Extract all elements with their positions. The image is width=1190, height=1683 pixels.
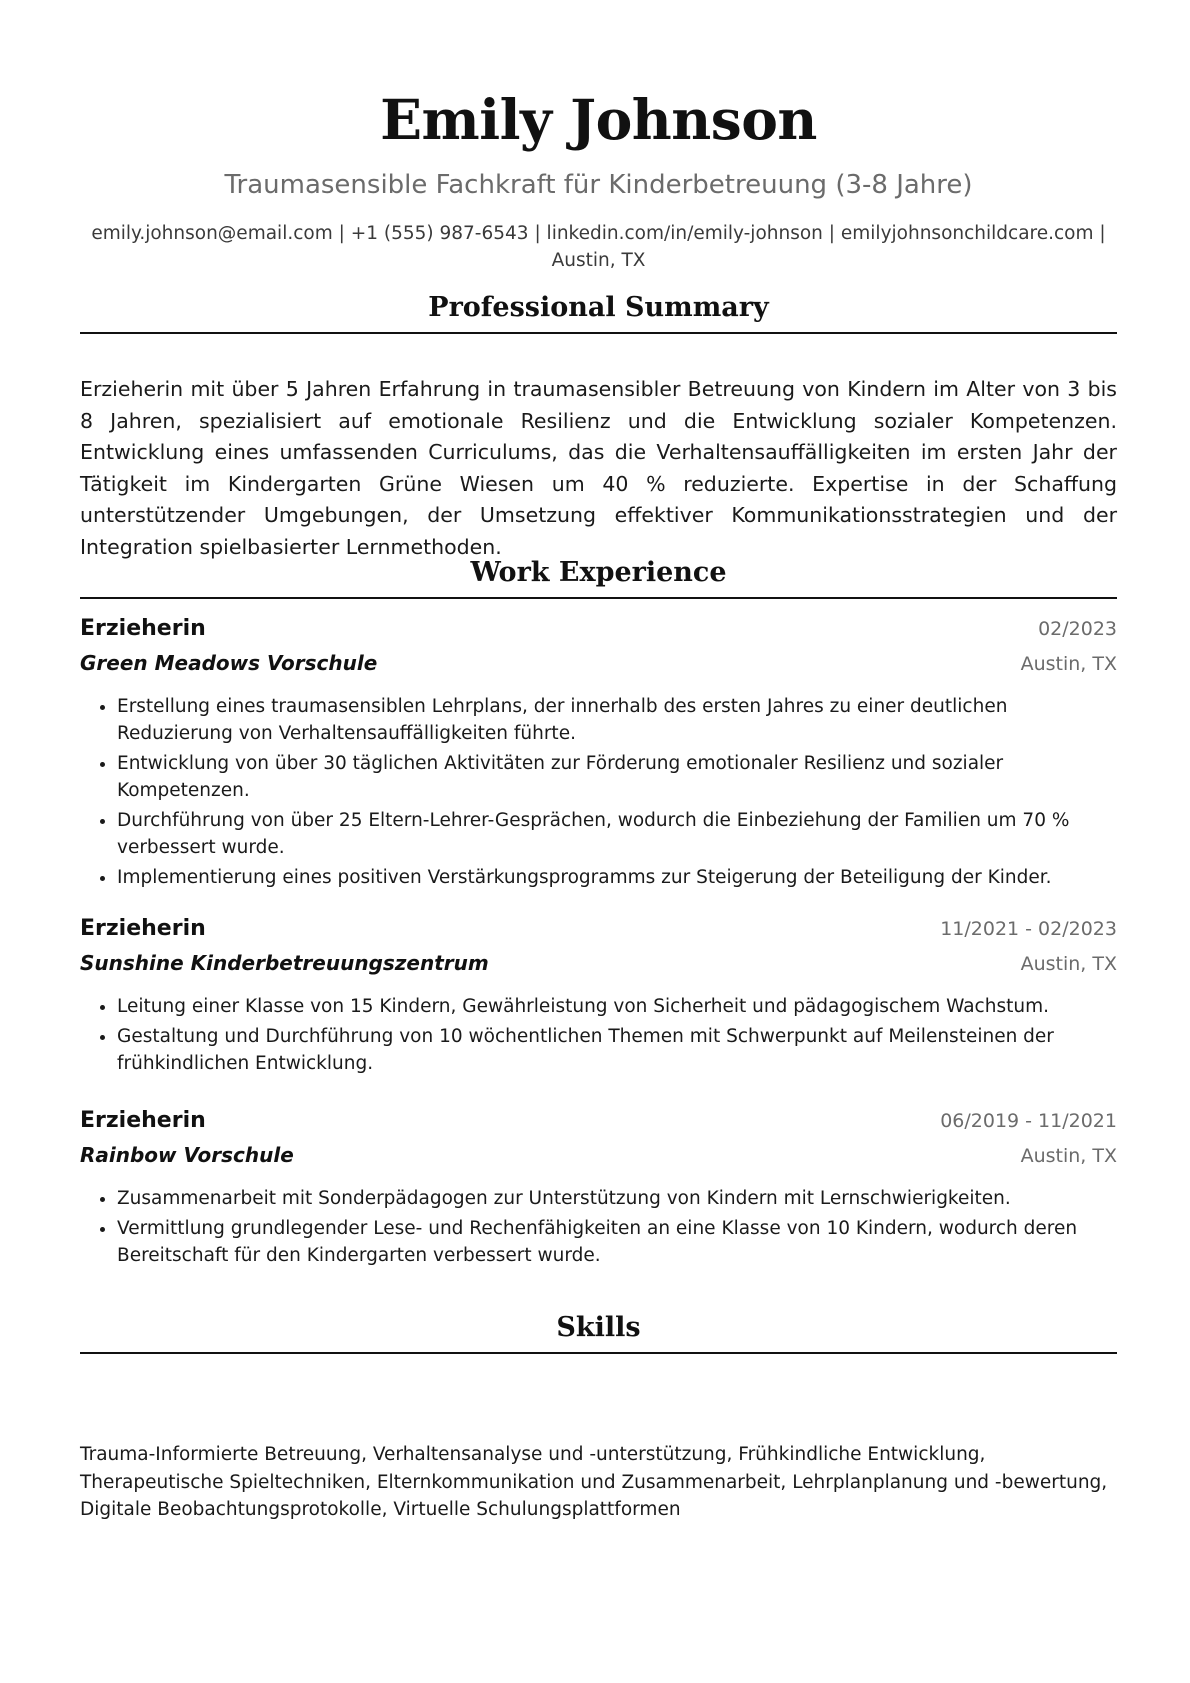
candidate-headline: Traumasensible Fachkraft für Kinderbetreuung (3-8 Jahre)	[224, 170, 973, 200]
job-bullet: • Gestaltung und Durchführung von 10 wöchentlichen Themen mit Schwerpunkt auf Meilensteinen der frühkindlichen Entwicklung.	[117, 1023, 1117, 1077]
summary-text: Erzieherin mit über 5 Jahren Erfahrung in traumasensibler Betreuung von Kindern im Alter von 3 bis 8 Jahren, spezialisiert auf emotionale Resilienz und die Entwicklung sozialer Kompetenzen. Entwicklung eines umfassenden Curriculums, das die Verhaltensauffälligkeiten im ersten Jahr der Tätigkeit im Kindergarten Grüne Wiesen um 40 % reduzierte. Expertise in der Schaffung unterstützender Umgebungen, der Umsetzung effektiver Kommunikationsstrategien und der Integration spielbasierter Lernmethoden.	[80, 377, 1117, 559]
job-title: Erzieherin	[80, 616, 206, 641]
job-company-row	[80, 646, 1117, 681]
job-header-row	[80, 612, 1117, 646]
job-company-row	[80, 946, 1117, 981]
job-bullet-list	[80, 1185, 1117, 1269]
job-company: Sunshine Kinderbetreuungszentrum	[80, 951, 489, 975]
job-company: Rainbow Vorschule	[80, 1143, 294, 1167]
job-bullet-list	[80, 693, 1117, 891]
job-title: Erzieherin	[80, 1108, 206, 1133]
job-bullet: • Leitung einer Klasse von 15 Kindern, Gewährleistung von Sicherheit und pädagogischem Wachstum.	[117, 993, 1117, 1020]
job-bullet-list	[80, 993, 1117, 1077]
job-date: 11/2021 - 02/2023	[940, 918, 1117, 940]
job-bullet: • Erstellung eines traumasensiblen Lehrplans, der innerhalb des ersten Jahres zu einer deutlichen Reduzierung von Verhaltensauffälligkeiten führte.	[117, 693, 1117, 747]
job-company: Green Meadows Vorschule	[80, 651, 378, 675]
job-date: 06/2019 - 11/2021	[940, 1110, 1117, 1132]
job-date: 02/2023	[1038, 618, 1117, 640]
section-title-experience: Work Experience	[80, 555, 1117, 599]
job-location: Austin, TX	[1020, 953, 1117, 975]
contact-line: emily.johnson@email.com | +1 (555) 987-6543 | linkedin.com/in/emily-johnson | emilyjohnsonchildcare.com | Austin, TX	[91, 223, 1106, 271]
job-bullet: • Implementierung eines positiven Verstärkungsprogramms zur Steigerung der Beteiligung der Kinder.	[117, 864, 1117, 891]
job-location: Austin, TX	[1020, 653, 1117, 675]
job-header-row	[80, 1104, 1117, 1138]
candidate-name: Emily Johnson	[380, 87, 817, 152]
job-bullet: • Vermittlung grundlegender Lese- und Rechenfähigkeiten an eine Klasse von 10 Kindern, wodurch deren Bereitschaft für den Kindergarten verbessert wurde.	[117, 1215, 1117, 1269]
job-bullet: • Zusammenarbeit mit Sonderpädagogen zur Unterstützung von Kindern mit Lernschwierigkeiten.	[117, 1185, 1117, 1212]
job-location: Austin, TX	[1020, 1145, 1117, 1167]
job-entry	[80, 912, 1117, 1080]
job-company-row	[80, 1138, 1117, 1173]
job-bullet: • Entwicklung von über 30 täglichen Aktivitäten zur Förderung emotionaler Resilienz und sozialer Kompetenzen.	[117, 750, 1117, 804]
section-title-summary: Professional Summary	[80, 290, 1117, 334]
skills-text: Trauma-Informierte Betreuung, Verhaltensanalyse und -unterstützung, Frühkindliche Entwicklung, Therapeutische Spieltechniken, Elternkommunikation und Zusammenarbeit, Lehrplanplanung und -bewertung, Digitale Beobachtungsprotokolle, Virtuelle Schulungsplattformen	[80, 1444, 1108, 1520]
job-bullet: • Durchführung von über 25 Eltern-Lehrer-Gesprächen, wodurch die Einbeziehung der Familien um 70 % verbessert wurde.	[117, 807, 1117, 861]
job-title: Erzieherin	[80, 916, 206, 941]
job-entry	[80, 612, 1117, 894]
job-entry	[80, 1104, 1117, 1272]
job-header-row	[80, 912, 1117, 946]
section-title-skills: Skills	[80, 1310, 1117, 1354]
